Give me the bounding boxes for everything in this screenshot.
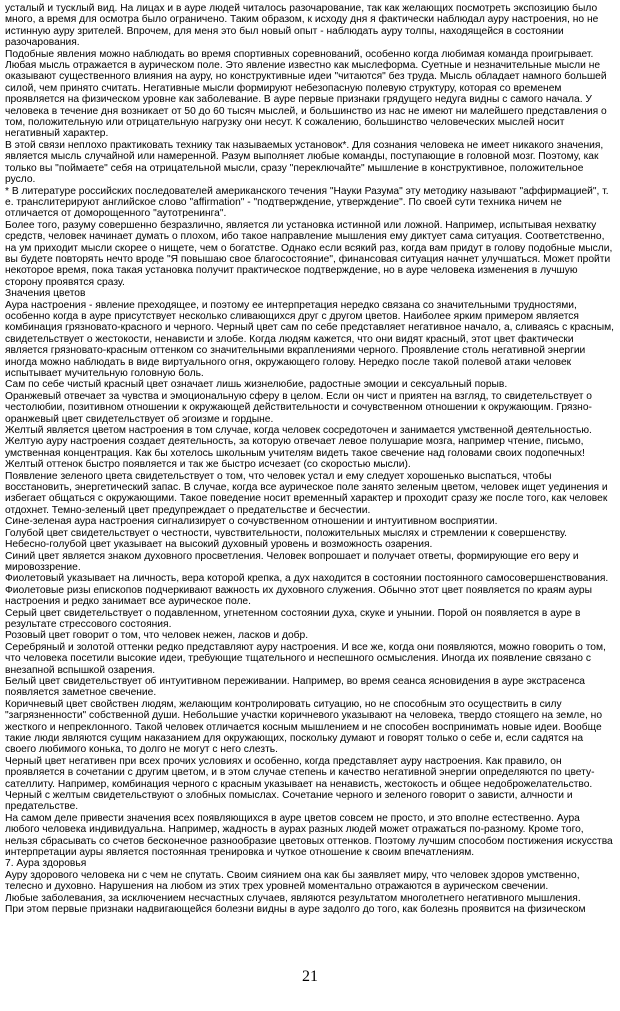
paragraph: Любые заболевания, за исключением несчастных случаев, являются результатом многолетнего негативного мышления.: [5, 892, 581, 904]
paragraph: В этой связи неплохо практиковать технику так называемых установок*. Для сознания человека не имеет никакого значения, является мысль случайной или намеренной. Разум выполняет любые команды, поступающие в головной мозг. Поэтому, как только вы "поймаете" себя на отрицательной мысли, сразу "переключайте" мышление в конструктивное, положительное русло.: [5, 139, 604, 186]
paragraph: Сам по себе чистый красный цвет означает лишь жизнелюбие, радостные эмоции и сексуальный порыв.: [5, 379, 508, 391]
paragraph: Появление зеленого цвета свидетельствует о том, что человек устал и ему следует хорошенько выспаться, чтобы восстановить, энергетический запас. В случае, когда все аурическое поле занято зеленым цветом, человек ищет уединения и избегает общаться с окружающими. Такое поведение носит временный характер и проходит сразу же после того, как человек отдохнет. Темно-зеленый цвет предупреждает о предательстве и бесчестии.: [5, 470, 608, 516]
paragraph: Подобные явления можно наблюдать во время спортивных соревнований, особенно когда любимая команда проигрывает.: [5, 48, 594, 60]
paragraph: Оранжевый отвечает за чувства и эмоциональную сферу в целом. Если он чист и приятен на взгляд, то свидетельствует о честолюбии, позитивном отношении к окружающей действительности и сочувственном отношении к окружающим. Грязно-оранжевый цвет свидетельствует об эгоизме и гордыне.: [5, 390, 593, 425]
paragraph: Небесно-голубой цвет указывает на высокий духовный уровень и возможность озарения.: [5, 539, 433, 551]
paragraph: На самом деле привести значения всех появляющихся в ауре цветов совсем не просто, и это вполне естественно. Аура любого человека индивидуальна. Например, жадность в аурах разных людей может отражаться по-разному. Кроме того, нельзя сбрасывать со счетов бесконечное разнообразие цветовых оттенков. Поэтому лучшим способом постижения искусства интерпретации ауры является постоянная тренировка и чуткое отношение к своим впечатлениям.: [5, 812, 613, 859]
paragraph: Любая мысль отражается в аурическом поле. Это явление известно как мыслеформа. Суетные и незначительные мысли не оказывают существенного влияния на ауру, но конструктивные идеи "читаются" без труда. Мысль обладает намного большей силой, чем принято считать. Негативные мысли формируют небезопасную полевую структуру, которая со временем проявляется на физическом уровне как заболевание. В ауре первые признаки грядущего недуга видны с самого начала. У человека в течение дня возникает от 50 до 60 тысяч мыслей, и большинство из нас не имеют ни малейшего представления о том, положительную или отрицательную нагрузку они несут. К сожалению, большинство человеческих мыслей носит негативный характер.: [5, 60, 607, 140]
paragraph: Аура настроения - явление преходящее, и поэтому ее интерпретация нередко связана со значительными трудностями, особенно когда в ауре присутствует несколько сливающихся друг с другом цветов. Наиболее ярким примером является комбинация грязновато-красного и черного. Черный цвет сам по себе представляет негативное начало, а, сливаясь с красным, свидетельствует о жестокости, ненависти и злобе. Когда людям кажется, что они видят красный, этот цвет фактически является грязновато-красным оттенком со значительными вкраплениями черного. Проявление столь негативной энергии иногда можно наблюдать в виде виртуального огня, окружающего голову. Нередко после такой полевой атаки человек испытывает мучительную головную боль.: [5, 299, 614, 379]
paragraph: Сине-зеленая аура настроения сигнализирует о сочувственном отношении и интуитивном восприятии.: [5, 516, 498, 528]
paragraph: Серый цвет свидетельствует о подавленном, угнетенном состоянии духа, скуке и унынии. Порой он появляется в ауре в результате стрессового состояния.: [5, 607, 581, 630]
paragraph: Фиолетовый указывает на личность, вера которой крепка, а дух находится в состоянии постоянного самосовершенствования. Фиолетовые ризы епископов подчеркивают важность их духовного служения. Обычно этот цвет появляется по краям ауры настроения и редко занимает все аурическое поле.: [5, 573, 609, 608]
paragraph: * В литературе российских последователей американского течения "Науки Разума" эту методику называют "аффирмацией", т. е. транслитерируют английское слово "affirmation" - "подтверждение, утверждение". По своей сути техника ничем не отличается от доморощенного "аутотренинга".: [5, 185, 609, 220]
page-number: 21: [302, 968, 318, 985]
paragraph: 7. Аура здоровья: [5, 858, 87, 870]
paragraph: Розовый цвет говорит о том, что человек нежен, ласков и добр.: [5, 630, 309, 642]
paragraph: Синий цвет является знаком духовного просветления. Человек вопрошает и получает ответы, формирующие его веру и мировоззрение.: [5, 550, 579, 573]
page-text: [5, 3, 614, 916]
paragraph: При этом первые признаки надвигающейся болезни видны в ауре задолго до того, как болезнь проявится на физическом: [5, 904, 586, 916]
paragraph: Значения цветов: [5, 288, 86, 300]
paragraph: Желтый является цветом настроения в том случае, когда человек сосредоточен и занимается умственной деятельностью. Желтую ауру настроения создает деятельность, за которую отвечает левое полушарие мозга, например чтение, письмо, умственная концентрация. Как бы хотелось школьным учителям видеть такое свечение над головами своих подопечных! Желтый оттенок быстро появляется и так же быстро исчезает (со скоростью мысли).: [5, 425, 592, 471]
paragraph: Ауру здорового человека ни с чем не спутать. Своим сиянием она как бы заявляет миру, что человек здоров умственно, телесно и духовно. Нарушения на любом из этих трех уровней моментально отражаются в аурическом свечении.: [5, 869, 580, 893]
paragraph: Белый цвет свидетельствует об интуитивном переживании. Например, во время сеанса ясновидения в ауре экстрасенса появляется заметное свечение.: [5, 675, 585, 699]
paragraph: Коричневый цвет свойствен людям, желающим контролировать ситуацию, но не способным это осуществить в силу "загрязненности" собственной души. Небольшие участки коричневого указывают на человека, твердо стоящего на земле, но жесткого и непреклонного. Такой человек отличается косным мышлением и не способен воспринимать новые идеи. Вообще такие люди являются сущим наказанием для окружающих, поскольку думают и говорят только о себе и, если садятся на своего любимого конька, то долго не могут с него слезть.: [5, 698, 603, 756]
paragraph: Черный цвет негативен при всех прочих условиях и особенно, когда представляет ауру настроения. Как правило, он проявляется в сочетании с другим цветом, и в этом случае степень и качество негативной энергии определяются по цвету-сателлиту. Например, комбинация черного с красным указывает на ненависть, жестокость и общее недоброжелательство. Черный с желтым свидетельствуют о злобных помыслах. Сочетание черного и зеленого говорит о зависти, алчности и предательстве.: [5, 755, 595, 813]
paragraph: Голубой цвет свидетельствует о честности, чувствительности, положительных мыслях и стремлении к совершенству.: [5, 527, 567, 539]
paragraph: Серебряный и золотой оттенки редко представляют ауру настроения. И все же, когда они появляются, можно говорить о том, что человека посетили высокие идеи, требующие тщательного и неспешного осмысления. Иногда их появление связано с внезапной вспышкой озарения.: [5, 641, 606, 676]
paragraph: усталый и тусклый вид. На лицах и в ауре людей читалось разочарование, так как желающих посмотреть экспозицию было много, а время для осмотра было ограничено. Таким образом, к исходу дня я фактически наблюдал ауру настроения, но не истинную ауру зрителей. Впрочем, для меня это был новый опыт - наблюдать ауру толпы, находящейся в состоянии разочарования.: [5, 3, 599, 49]
paragraph: Более того, разуму совершенно безразлично, является ли установка истинной или ложной. Например, испытывая нехватку средств, человек начинает думать о плохом, ибо такое направление мышления ему диктует сама ситуация. Соответственно, на ум приходит мысли скорее о нищете, чем о богатстве. Однако если всякий раз, когда вам придут в голову подобные мысли, вы будете повторять нечто вроде "Я повышаю свое благосостояние", финансовая ситуация начнет улучшаться. Может пройти некоторое время, пока такая установка получит практическое подтверждение, но в ауре человека изменения в лучшую сторону проявятся сразу.: [5, 219, 613, 288]
